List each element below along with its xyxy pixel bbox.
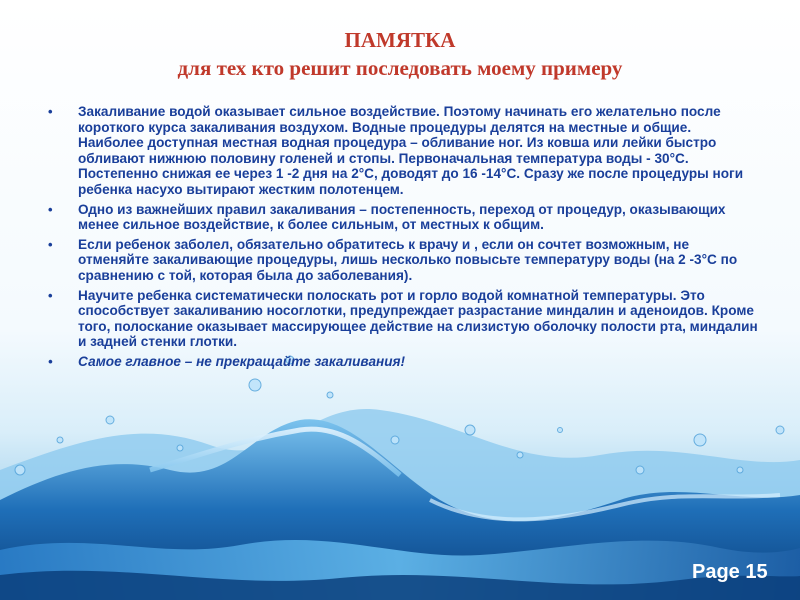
memo-item-4 <box>48 288 760 350</box>
bullet-icon: • <box>48 236 53 252</box>
memo-item-text: Самое главное – не прекращайте закаливания! <box>78 353 406 369</box>
memo-item-5 <box>48 354 760 370</box>
memo-list <box>48 104 760 374</box>
bullet-icon: • <box>48 104 53 119</box>
memo-item-1 <box>48 104 760 198</box>
slide-title <box>0 26 800 82</box>
bullet-icon: • <box>48 287 53 303</box>
bullet-icon: • <box>48 201 53 217</box>
memo-item-text: Одно из важнейших правил закаливания – постепенность, переход от процедур, оказывающих менее сильное воздействие, к более сильным, от местных к общим. <box>78 201 726 233</box>
memo-item-text: Если ребенок заболел, обязательно обратитесь к врачу и , если он сочтет возможным, не отменяйте закаливающие процедуры, лишь несколько повысьте температуру воды (на 2 -3°С по сравнению с той, которая была до заболевания). <box>78 236 738 283</box>
bullet-icon: • <box>48 353 53 369</box>
memo-item-2 <box>48 202 760 233</box>
page-number: Page 15 <box>692 561 768 583</box>
title-line-1: ПАМЯТКА <box>344 28 456 52</box>
memo-item-text: Научите ребенка систематически полоскать рот и горло водой комнатной температуры. Это способствует закаливанию носоглотки, предупреждает разрастание миндалин и аденоидов. Кроме того, полоскание оказывает массирующее действие на слизистую оболочку полости рта, миндалин и задней стенки глотки. <box>78 287 758 350</box>
memo-item-text: Закаливание водой оказывает сильное воздействие. Поэтому начинать его желательно после короткого курса закаливания воздухом. Водные процедуры делятся на местные и общие. Наиболее доступная местная водная процедура – обливание ног. Из ковша или лейки быстро обливают нижнюю половину голеней и стопы. Первоначальная температура воды - 30°С. Постепенно снижая ее через 1 -2 дня на 2°С, доводят до 16 -14°С. Сразу же после процедуры ноги ребенка насухо вытирают жестким полотенцем. <box>78 104 744 197</box>
title-line-2: для тех кто решит последовать моему примеру <box>177 56 623 80</box>
memo-item-3 <box>48 237 760 284</box>
